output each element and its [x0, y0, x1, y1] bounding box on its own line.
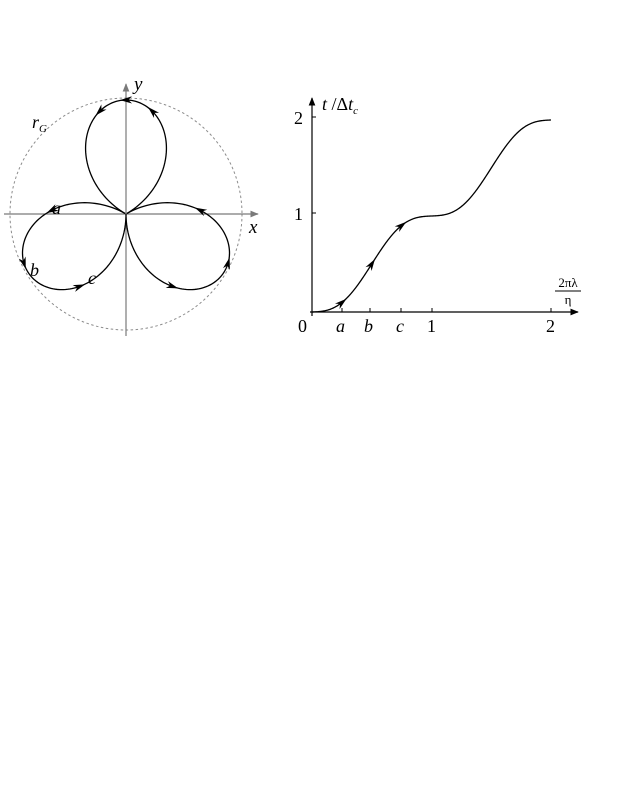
y-axis-label: y [134, 74, 143, 95]
time-curve [312, 120, 551, 312]
x-tick-2: 2 [546, 316, 555, 336]
x-axis-label-numerator: 2πλ [558, 275, 578, 290]
x-axis-label: x [249, 217, 258, 238]
x-tick-a: a [336, 316, 345, 336]
arrow-upper-right [195, 208, 207, 217]
radius-label: $r_G$ [32, 112, 47, 135]
arrow-top-left [96, 104, 107, 115]
time-arrow-b [365, 259, 374, 271]
time-plot [294, 94, 581, 336]
x-tick-b: b [364, 316, 373, 336]
time-curve-arrows [335, 222, 406, 309]
y-tick-1: 1 [294, 204, 303, 224]
x-tick-1: 1 [427, 316, 436, 336]
y-axis-label: t $/\Delta t_c$ [322, 94, 358, 117]
point-label-b: b [30, 260, 39, 280]
x-tick-0: 0 [298, 316, 307, 336]
y-tick-2: 2 [294, 108, 303, 128]
point-label-c: c [88, 268, 96, 288]
orbit-diagram [4, 74, 258, 336]
point-label-a: a [52, 198, 61, 218]
x-tick-c: c [396, 316, 404, 336]
time-arrow-a [335, 299, 347, 309]
orbit-direction-arrows [19, 96, 230, 292]
x-axis-label-denominator: η [564, 292, 572, 307]
x-axis-label [555, 275, 581, 307]
